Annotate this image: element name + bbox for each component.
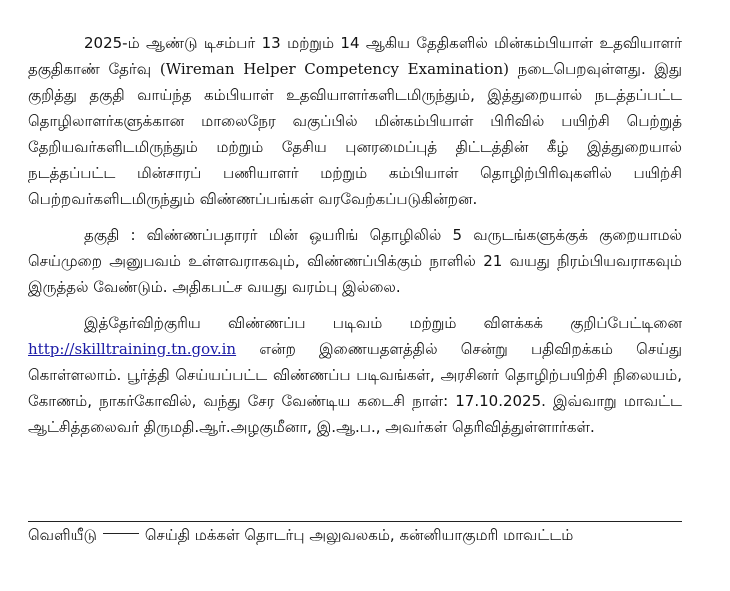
application-text-part1: இத்தேர்விற்குரிய விண்ணப்ப படிவம் மற்றும் விளக்கக் குறிப்பேட்டினை [84,314,682,332]
press-release-body [28,30,682,440]
paragraph-eligibility [28,222,682,300]
footer-dash [103,533,139,534]
footer-publisher [28,523,682,547]
footer-label: வெளியீடு [28,526,97,544]
footer-office: செய்தி மக்கள் தொடர்பு அலுவலகம், கன்னியாகுமரி மாவட்டம் [144,526,574,544]
eligibility-text: தகுதி : விண்ணப்பதாரர் மின் ஒயரிங் தொழிலில் 5 வருடங்களுக்குக் குறையாமல் செய்முறை அனுபவம் உள்ளவராகவும், விண்ணப்பிக்கும் நாளில் 21 வயது நிரம்பியவராகவும் இருத்தல் வேண்டும். அதிகபட்ச வயது வரம்பு இல்லை. [28,226,682,296]
footer-divider [28,521,682,522]
paragraph-application [28,310,682,440]
application-website-link[interactable]: http://skilltraining.tn.gov.in [28,340,237,358]
exam-english-title: (Wireman Helper Competency Examination) [159,60,509,78]
announcement-text-part2: நடைபெறவுள்ளது. இது குறித்து தகுதி வாய்ந்த கம்பியாள் உதவியாளர்களிடமிருந்தும், இத்துறையால் நடத்தப்பட்ட தொழிலாளர்களுக்கான மாலைநேர வகுப்பில் மின்கம்பியாள் பிரிவில் பயிற்சி பெற்றுத் தேறியவர்களிடமிருந்தும் மற்றும் தேசிய புனரமைப்புத் திட்டத்தின் கீழ் இத்துறையால் நடத்தப்பட்ட மின்சாரப் பணியாளர் மற்றும் கம்பியாள் தொழிற்பிரிவுகளில் பயிற்சி பெற்றவர்களிடமிருந்தும் விண்ணப்பங்கள் வரவேற்கப்படுகின்றன. [28,60,682,208]
paragraph-announcement [28,30,682,212]
announcement-text-part1: 2025-ம் ஆண்டு டிசம்பர் 13 மற்றும் 14 ஆகிய தேதிகளில் மின்கம்பியாள் உதவியாளர் தகுதிகாண் தேர்வு [28,34,682,78]
application-text-part2: என்ற இணையதளத்தில் சென்று பதிவிறக்கம் செய்து கொள்ளலாம். பூர்த்தி செய்யப்பட்ட விண்ணப்ப படிவங்கள், அரசினர் தொழிற்பயிற்சி நிலையம், கோணம், நாகர்கோவில், வந்து சேர வேண்டிய கடைசி நாள்: 17.10.2025. இவ்வாறு மாவட்ட ஆட்சித்தலைவர் திருமதி.ஆர்.அழகுமீனா, இ.ஆ.ப., அவர்கள் தெரிவித்துள்ளார்கள். [28,340,682,436]
